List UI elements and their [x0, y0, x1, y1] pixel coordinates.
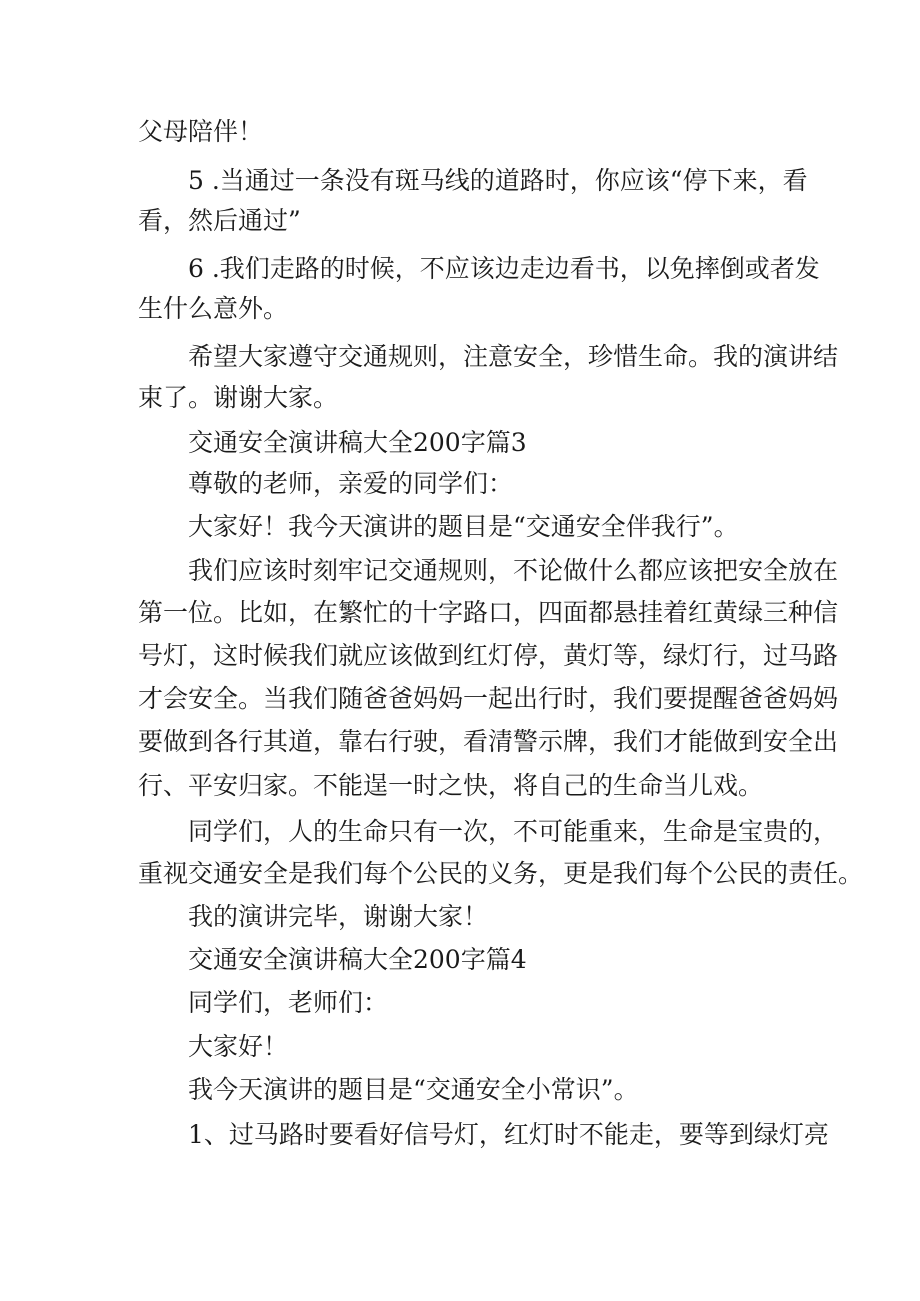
text-line: 看，然后通过” [138, 206, 301, 235]
text-line: 我们应该时刻牢记交通规则，不论做什么都应该把安全放在 [188, 556, 839, 585]
text-line: 要做到各行其道，靠右行驶，看清警示牌，我们才能做到安全出 [138, 727, 839, 756]
text-line: 束了。谢谢大家。 [138, 383, 339, 412]
text-line: 同学们，老师们： [188, 988, 389, 1017]
text-line: 1、过马路时要看好信号灯，红灯时不能走，要等到绿灯亮 [188, 1120, 829, 1149]
section-heading: 交通安全演讲稿大全200字篇4 [188, 945, 527, 974]
text-line: 我今天演讲的题目是“交通安全小常识”。 [188, 1075, 639, 1104]
text-line: 大家好！我今天演讲的题目是“交通安全伴我行”。 [188, 512, 739, 541]
text-line: 父母陪伴！ [138, 117, 264, 146]
text-line: 生什么意外。 [138, 294, 289, 323]
text-line: 我的演讲完毕，谢谢大家！ [188, 902, 489, 931]
text-line: 大家好！ [188, 1032, 289, 1061]
section-heading: 交通安全演讲稿大全200字篇3 [188, 428, 527, 457]
text-line: 第一位。比如，在繁忙的十字路口，四面都悬挂着红黄绿三种信 [138, 598, 839, 627]
text-line: 重视交通安全是我们每个公民的义务，更是我们每个公民的责任。 [138, 859, 864, 888]
text-line: 号灯，这时候我们就应该做到红灯停，黄灯等，绿灯行，过马路 [138, 641, 839, 670]
text-line: 5 .当通过一条没有斑马线的道路时，你应该“停下来，看 [188, 166, 808, 195]
text-line: 希望大家遵守交通规则，注意安全，珍惜生命。我的演讲结 [188, 342, 839, 371]
text-line: 尊敬的老师，亲爱的同学们： [188, 469, 514, 498]
text-line: 6 .我们走路的时候，不应该边走边看书，以免摔倒或者发 [188, 254, 820, 283]
text-line: 同学们，人的生命只有一次，不可能重来，生命是宝贵的， [188, 817, 839, 846]
text-line: 行、平安归家。不能逞一时之快，将自己的生命当儿戏。 [138, 771, 764, 800]
text-line: 才会安全。当我们随爸爸妈妈一起出行时，我们要提醒爸爸妈妈 [138, 684, 839, 713]
